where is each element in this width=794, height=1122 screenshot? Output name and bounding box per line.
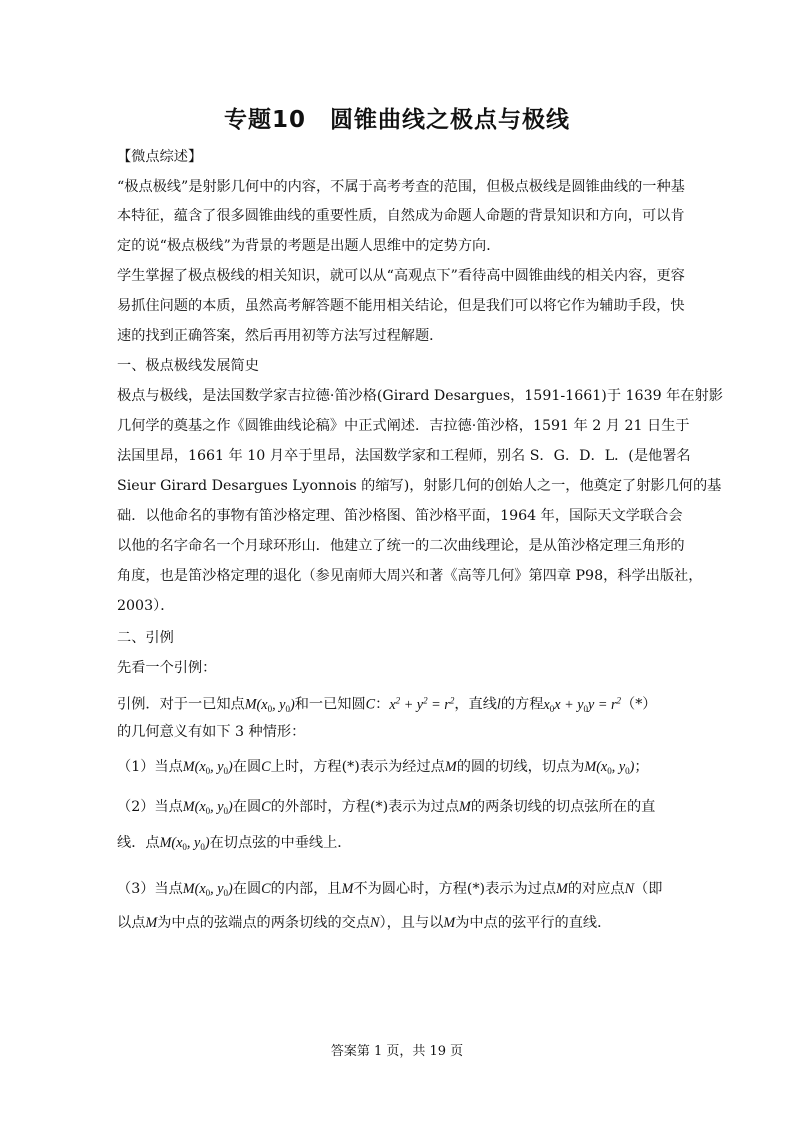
text-run: ，直线 — [454, 696, 497, 713]
section-heading: 一、极点极线发展简史 — [117, 358, 259, 374]
point-M-symbol: M — [556, 881, 568, 897]
text-run: （3）当点 — [117, 881, 183, 897]
text-run: （即 — [634, 881, 663, 897]
point-M-symbol: M — [459, 799, 471, 815]
case-3-cont — [117, 913, 611, 933]
paragraph-line: 定的说“极点极线”为背景的考题是出题人思维中的定势方向． — [117, 238, 501, 254]
point-M-symbol: M — [145, 915, 158, 931]
text-run: 在圆 — [232, 759, 262, 775]
page-title: 专题10 圆锥曲线之极点与极线 — [223, 107, 570, 133]
circle-equation: $x^2 + y^2 = r^2$ — [389, 695, 455, 713]
text-run: 在圆 — [232, 881, 262, 897]
circle-C-symbol: C — [261, 881, 271, 897]
paragraph-line: 易抓住问题的本质，虽然高考解答题不能用相关结论，但是我们可以将它作为辅助手段，快 — [117, 298, 685, 314]
text-run: 和一已知圆 — [294, 696, 366, 713]
paragraph-line: 速的找到正确答案，然后再用初等方法写过程解题． — [117, 328, 444, 344]
case-3 — [117, 879, 662, 903]
text-run: （2）当点 — [117, 799, 183, 815]
text-run: ），且与以 — [379, 915, 444, 931]
text-run: 的外部时，方程(*)表示为过点 — [270, 799, 460, 815]
paragraph-line: 学生掌握了极点极线的相关知识，就可以从“高观点下”看待高中圆锥曲线的相关内容，更容 — [117, 268, 685, 284]
text-run: 的圆的切线，切点为 — [456, 759, 585, 775]
point-M-coords: ($x_0$, $y_0$) — [256, 696, 295, 714]
text-run: 以点 — [117, 915, 146, 931]
point-M-symbol: M — [443, 915, 456, 931]
paragraph-line: 角度，也是笛沙格定理的退化（参见南师大周兴和著《高等几何》第四章 P98，科学出版社， — [117, 568, 703, 584]
section-heading: 二、引例 — [117, 630, 174, 646]
paragraph-line: 极点与极线，是法国数学家吉拉德·笛沙格(Girard Desargues，1591-1661)于 1639 年在射影 — [117, 388, 723, 404]
circle-C-symbol: C — [261, 799, 271, 815]
section-heading: 【微点综述】 — [117, 149, 203, 165]
point-M-symbol: M — [444, 759, 457, 775]
case-2 — [117, 797, 655, 821]
paragraph-line: Sieur Girard Desargues Lyonnois 的缩写)，射影几何的创始人之一，他奠定了射影几何的基 — [117, 478, 722, 494]
paragraph-line: “极点极线”是射影几何中的内容，不属于高考考查的范围，但极点极线是圆锥曲线的一种基 — [117, 179, 685, 195]
text-run: （*） — [621, 696, 657, 713]
text-run: ； — [634, 759, 649, 775]
text-run: 为中点的弦端点的两条切线的交点 — [157, 915, 371, 931]
circle-C-symbol: C — [261, 759, 271, 775]
text-run: 在切点弦的中垂线上． — [209, 835, 352, 851]
text-run: 上时，方程(*)表示为经过点 — [270, 759, 445, 775]
paragraph-line: 础．以他命名的事物有笛沙格定理、笛沙格图、笛沙格平面，1964 年，国际天文学联合会 — [117, 508, 683, 524]
case-1 — [117, 757, 649, 781]
text-run: （1）当点 — [117, 759, 183, 775]
point-M-formula: $M(x_0$, $y_0$) — [182, 799, 233, 816]
point-M-formula: $M(x_0$, $y_0$) — [159, 835, 210, 852]
point-N-symbol: N — [624, 881, 635, 897]
text-run: 引例．对于一已知点 — [117, 696, 245, 713]
paragraph-line: 本特征，蕴含了很多圆锥曲线的重要性质，自然成为命题人命题的背景知识和方向，可以肯 — [117, 208, 685, 224]
paragraph-line: 2003）． — [117, 598, 175, 614]
text-run: 为中点的弦平行的直线． — [455, 915, 612, 931]
circle-C-symbol: C — [365, 696, 376, 713]
paragraph-line: 的几何意义有如下 3 种情形： — [117, 724, 306, 740]
text-run: 的内部，且 — [270, 881, 342, 897]
text-run: ： — [375, 696, 390, 713]
text-run: 的对应点 — [567, 881, 625, 897]
point-M-formula: M — [244, 696, 257, 713]
paragraph-line: 几何学的奠基之作《圆锥曲线论稿》中正式阐述．吉拉德·笛沙格，1591 年 2 月 21 日生于 — [117, 418, 690, 434]
point-N-symbol: N — [370, 915, 380, 931]
example-statement — [117, 690, 656, 719]
paragraph-line: 法国里昂，1661 年 10 月卒于里昂，法国数学家和工程师，别名 S．G．D．L．(是他署名 — [117, 448, 691, 464]
paragraph-line: 先看一个引例： — [117, 660, 217, 676]
text-run: 线．点 — [117, 835, 160, 851]
text-run: 的两条切线的切点弦所在的直 — [470, 799, 656, 815]
text-run: 在圆 — [232, 799, 262, 815]
line-l-symbol: l — [496, 696, 501, 713]
polar-line-equation: $x_0x + y_0y = r^2$ — [543, 695, 621, 714]
page-footer: 答案第 1 页，共 19 页 — [330, 1044, 464, 1059]
paragraph-line: 以他的名字命名一个月球环形山．他建立了统一的二次曲线理论，是从笛沙格定理三角形的 — [117, 538, 685, 554]
point-M-formula: $M(x_0$, $y_0$) — [182, 759, 233, 776]
point-M-formula: $M(x_0$, $y_0$) — [182, 881, 233, 898]
point-M-formula: $M(x_0$, $y_0$) — [584, 759, 635, 776]
text-run: 不为圆心时，方程(*)表示为过点 — [353, 881, 557, 897]
text-run: 的方程 — [500, 696, 544, 713]
case-2-cont — [117, 833, 351, 857]
point-M-symbol: M — [341, 881, 354, 897]
